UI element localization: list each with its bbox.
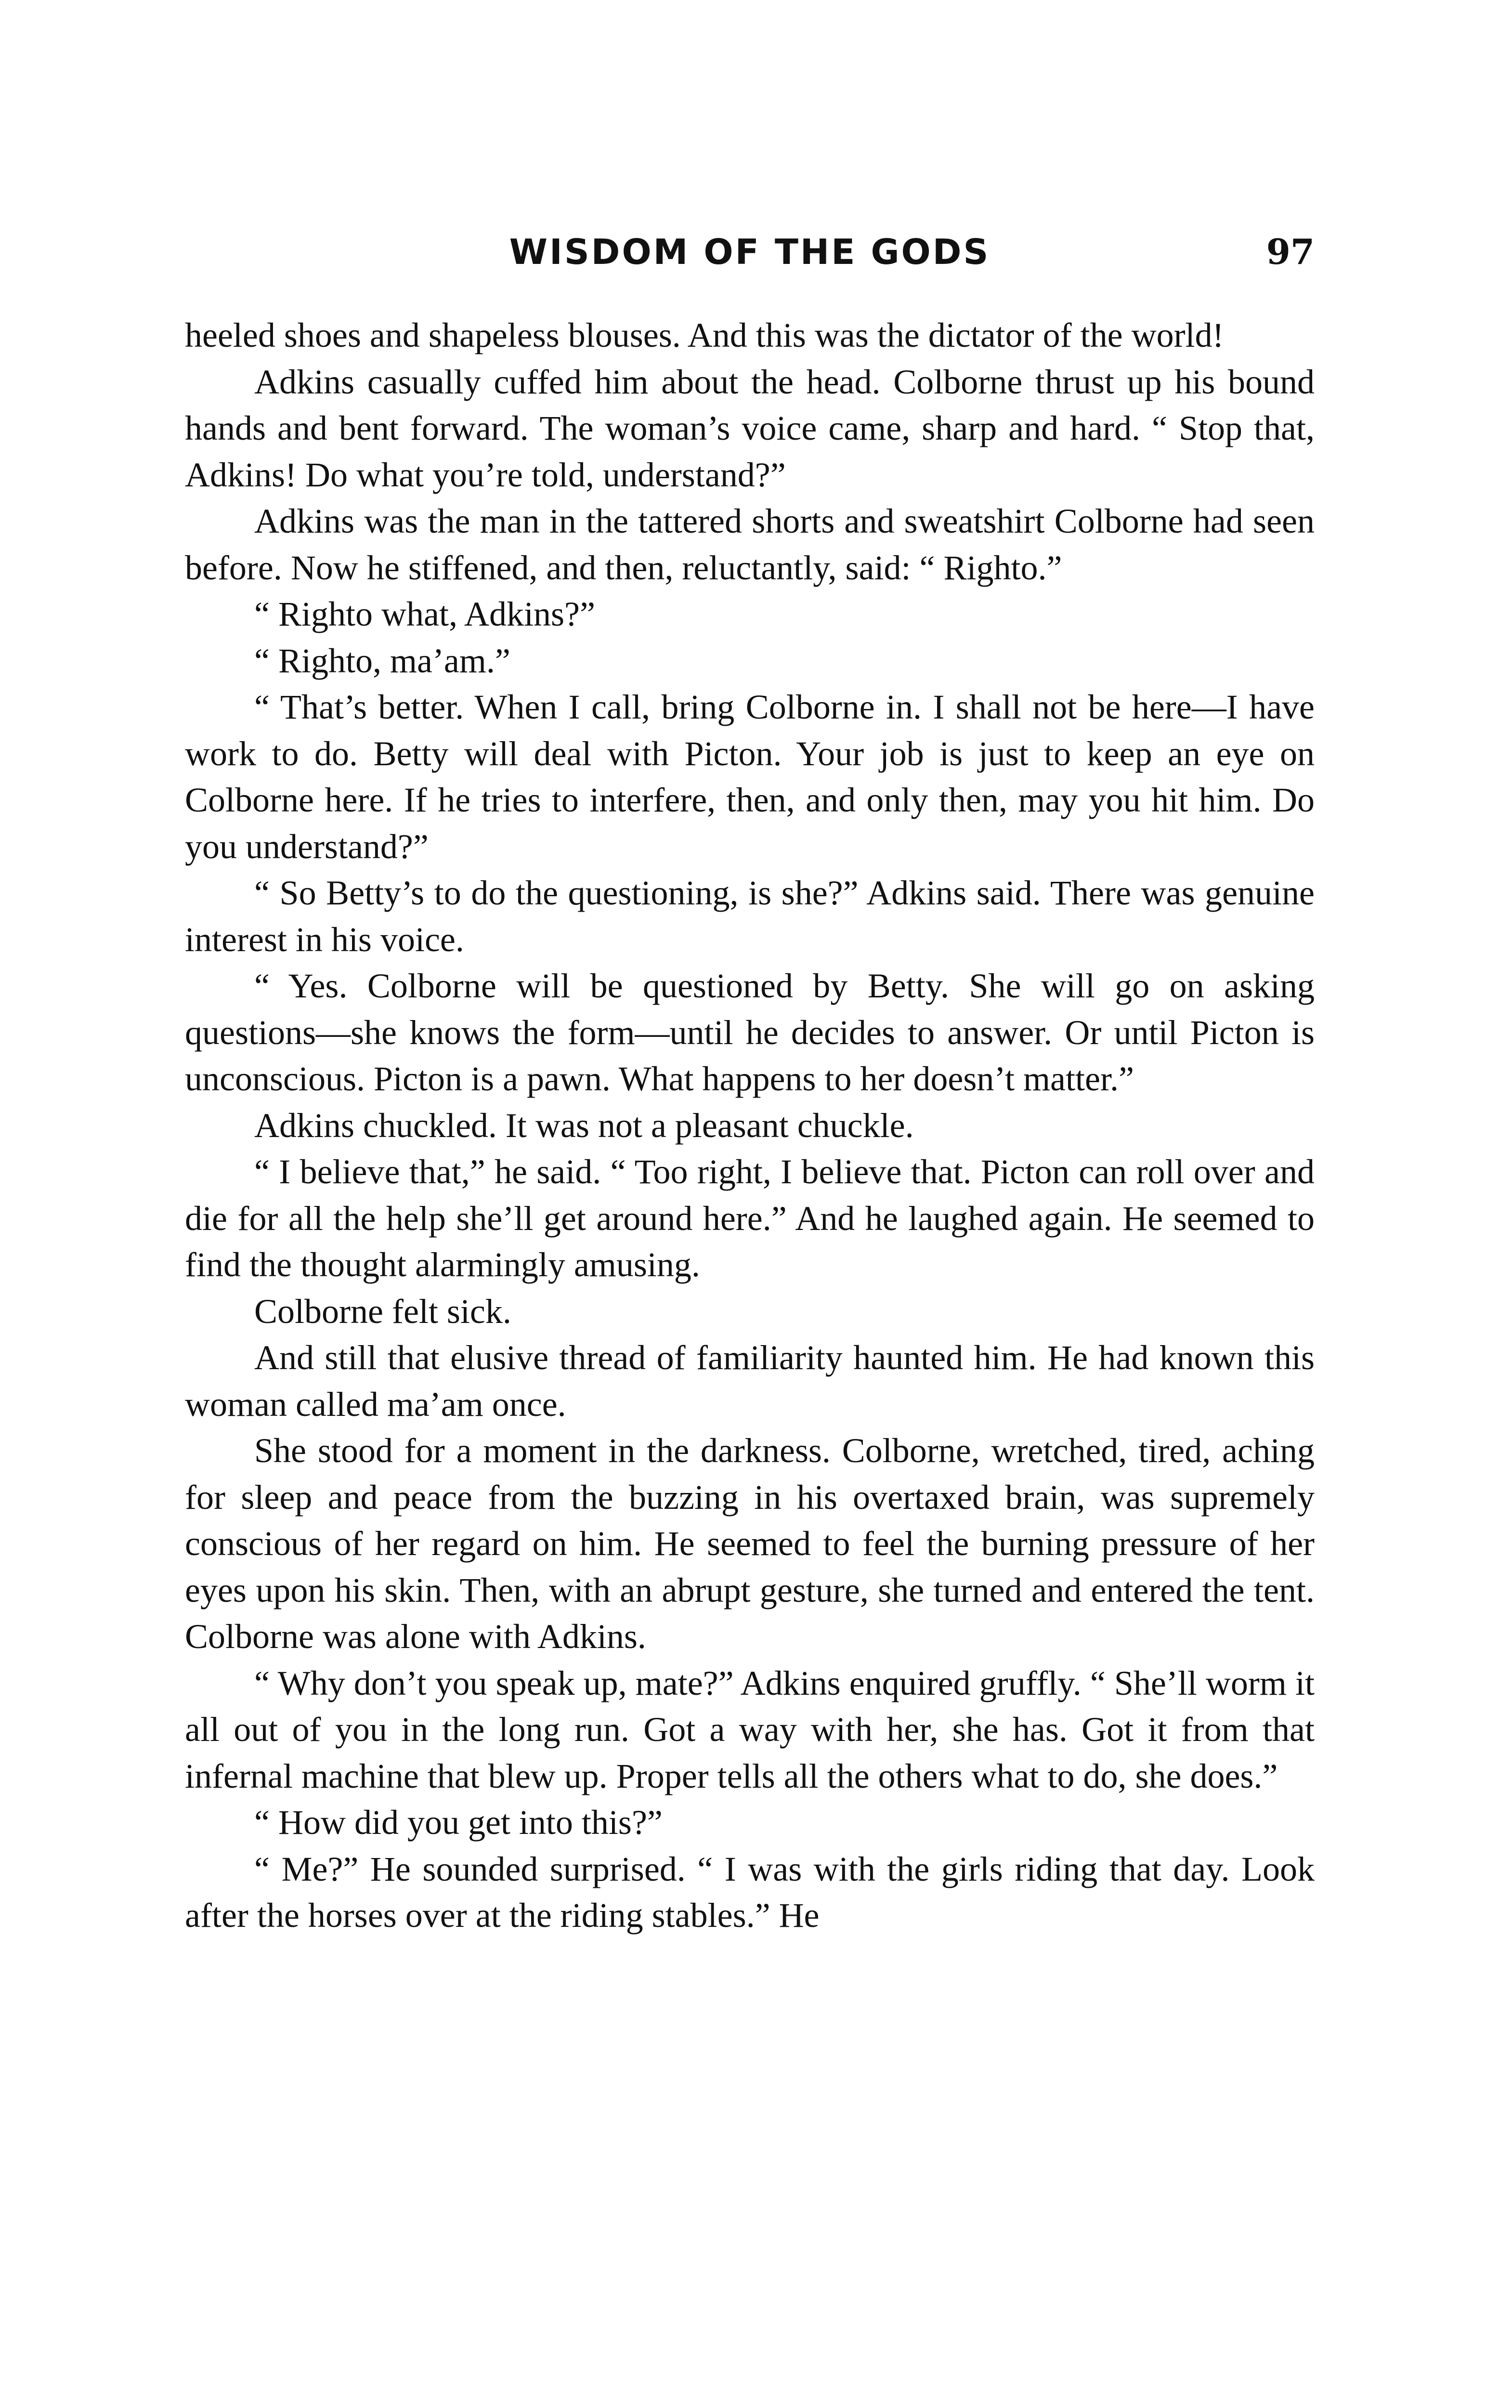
paragraph: Adkins casually cuffed him about the head. Colborne thrust up his bound hands and bent forward. The woman’s voice came, sharp and hard. “ Stop that, Adkins! Do what you’re told, understand?” <box>185 362 1315 494</box>
page-header <box>185 225 1315 278</box>
paragraph: She stood for a moment in the darkness. Colborne, wretched, tired, aching for sleep and peace from the buzzing in his overtaxed brain, was supremely conscious of her regard on him. He seemed to feel the burning pressure of her eyes upon his skin. Then, with an abrupt gesture, she turned and entered the tent. Colborne was alone with Adkins. <box>185 1431 1315 1656</box>
paragraph: Adkins was the man in the tattered shorts and sweatshirt Colborne had seen before. Now he stiffened, and then, reluctantly, said: “ Righto.” <box>185 502 1315 587</box>
paragraph: “ Righto what, Adkins?” <box>254 595 595 633</box>
paragraph: heeled shoes and shapeless blouses. And this was the dictator of the world! <box>185 316 1224 354</box>
page-number: 97 <box>1266 231 1315 272</box>
paragraph: “ Why don’t you speak up, mate?” Adkins enquired gruffly. “ She’ll worm it all out of you in the long run. Got a way with her, she has. Got it from that infernal machine that blew up. Proper tells all the others what to do, she does.” <box>185 1663 1315 1795</box>
paragraph: “ So Betty’s to do the questioning, is she?” Adkins said. There was genuine interest in his voice. <box>185 874 1315 959</box>
paragraph: Colborne felt sick. <box>254 1292 511 1331</box>
paragraph: Adkins chuckled. It was not a pleasant chuckle. <box>254 1106 914 1145</box>
paragraph: “ Me?” He sounded surprised. “ I was with the girls riding that day. Look after the horses over at the riding stables.” He <box>185 1849 1315 1935</box>
paragraph: “ I believe that,” he said. “ Too right, I believe that. Picton can roll over and die for all the help she’ll get around here.” And he laughed again. He seemed to find the thought alarmingly amusing. <box>185 1152 1315 1284</box>
paragraph: “ Yes. Colborne will be questioned by Betty. She will go on asking questions—she knows the form—until he decides to answer. Or until Picton is unconscious. Picton is a pawn. What happens to her doesn’t matter.” <box>185 967 1315 1098</box>
paragraph: “ That’s better. When I call, bring Colborne in. I shall not be here—I have work to do. Betty will deal with Picton. Your job is just to keep an eye on Colborne here. If he tries to interfere, then, and only then, may you hit him. Do you understand?” <box>185 688 1315 866</box>
running-title: WISDOM OF THE GODS <box>509 232 991 272</box>
paragraph: “ Righto, ma’am.” <box>254 641 510 680</box>
body-text <box>185 312 1315 1939</box>
paragraph: And still that elusive thread of familiarity haunted him. He had known this woman called ma’am once. <box>185 1338 1315 1424</box>
paragraph: “ How did you get into this?” <box>254 1803 663 1842</box>
